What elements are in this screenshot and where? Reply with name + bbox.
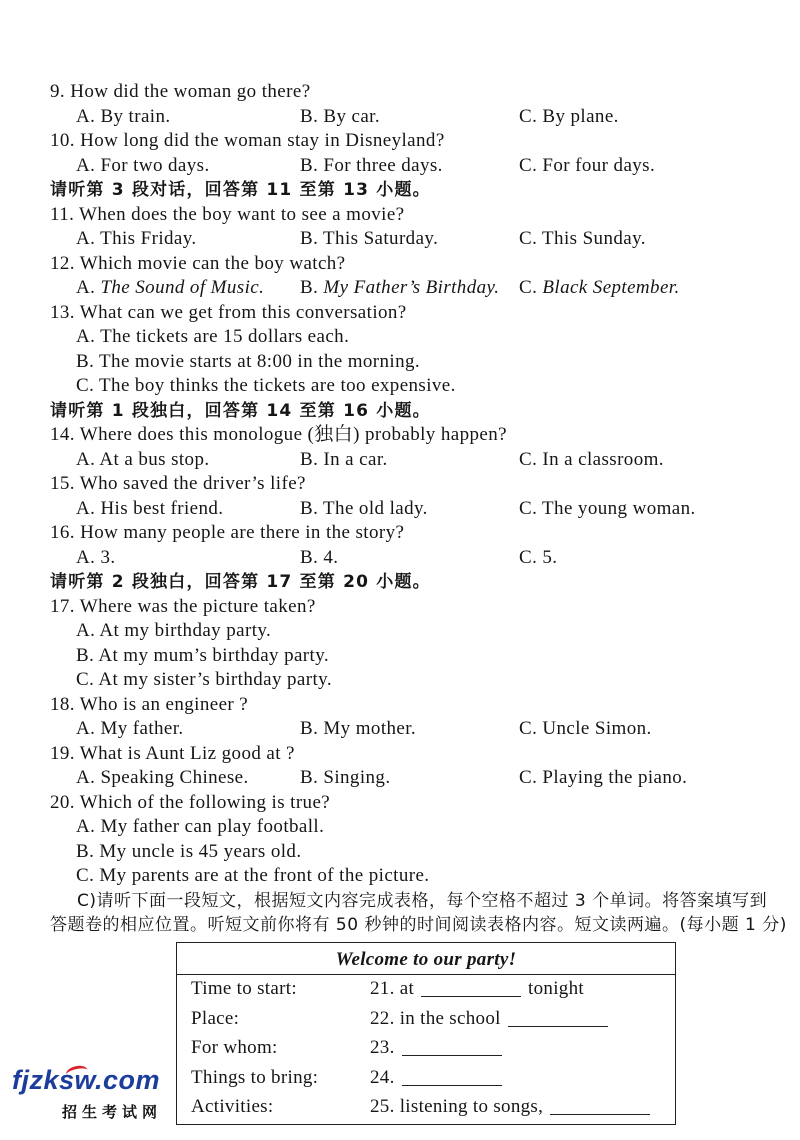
option-a: [76, 227, 197, 252]
question-stem: 16. How many people are there in the story?: [50, 522, 405, 543]
answer-blank-25: [550, 1099, 650, 1115]
question-15: [50, 472, 790, 497]
option-label: A.: [76, 277, 96, 298]
option-text: My father can play football.: [100, 816, 325, 837]
option-text: By plane.: [542, 105, 619, 127]
question-20-option-a: [50, 815, 790, 840]
part-c-instruction-line-1: C)请听下面一段短文，根据短文内容完成表格，每个空格不超过 3 个单词。将答案填写到: [77, 890, 768, 911]
watermark-site-name: 招生考试网: [62, 1103, 163, 1121]
question-19-options: [50, 766, 790, 791]
option-c: [519, 154, 655, 179]
question-9: [50, 80, 790, 105]
option-label: B.: [300, 154, 319, 176]
item-number: 23.: [370, 1036, 395, 1058]
option-text: Speaking Chinese.: [100, 767, 249, 788]
option-text: At my birthday party.: [99, 620, 272, 641]
question-17-option-a: [50, 619, 790, 644]
option-text: My father.: [100, 718, 184, 739]
option-text: Playing the piano.: [542, 767, 688, 788]
option-text: My parents are at the front of the picture.: [99, 865, 430, 886]
question-stem: 12. Which movie can the boy watch?: [50, 252, 346, 274]
option-label: C.: [76, 669, 95, 690]
question-15-options: [50, 497, 790, 522]
option-label: B.: [300, 448, 319, 470]
section-instruction-dialogue-3: 请听第 3 段对话，回答第 11 至第 13 小题。: [50, 180, 431, 200]
option-c: [519, 497, 696, 522]
option-c: [519, 717, 652, 742]
listening-questions: [50, 80, 790, 938]
option-b: [300, 227, 438, 252]
option-b: [300, 546, 338, 571]
question-12: [50, 252, 790, 277]
option-label: B.: [300, 546, 319, 568]
option-label: A.: [76, 816, 96, 837]
question-stem: 20. Which of the following is true?: [50, 791, 331, 813]
question-17-option-b: [50, 644, 790, 669]
option-b: [300, 448, 388, 473]
table-title-divider: [177, 974, 675, 975]
option-label: C.: [76, 865, 95, 886]
option-label: C.: [519, 718, 538, 739]
option-text: My mother.: [323, 718, 417, 739]
row-label: Activities:: [191, 1095, 274, 1117]
item-number: 22.: [370, 1007, 395, 1029]
option-text: By car.: [323, 105, 381, 127]
option-b: [300, 766, 390, 791]
option-label: C.: [519, 154, 538, 176]
option-text: For three days.: [323, 154, 443, 176]
row-label: Things to bring:: [191, 1066, 319, 1088]
option-text: The tickets are 15 dollars each.: [100, 326, 350, 347]
option-b: [300, 497, 428, 522]
option-label: B.: [300, 105, 319, 127]
option-text: The boy thinks the tickets are too expensive.: [99, 375, 456, 396]
answer-blank-23: [402, 1040, 502, 1056]
question-stem: 15. Who saved the driver’s life?: [50, 473, 306, 494]
option-label: A.: [76, 154, 96, 176]
question-stem: 11. When does the boy want to see a movie?: [50, 203, 405, 225]
option-text: In a classroom.: [542, 448, 664, 470]
value-suffix: tonight: [528, 977, 584, 999]
option-label: A.: [76, 718, 96, 739]
option-label: B.: [76, 350, 95, 372]
option-label: C.: [519, 767, 538, 788]
option-b: [300, 717, 416, 742]
row-label: Time to start:: [191, 977, 297, 999]
question-9-options: [50, 105, 790, 130]
value-prefix: in the school: [399, 1007, 501, 1029]
question-14: [50, 423, 790, 448]
question-stem: 9. How did the woman go there?: [50, 81, 311, 102]
question-14-options: [50, 448, 790, 473]
question-18-options: [50, 717, 790, 742]
question-11: [50, 203, 790, 228]
question-16-options: [50, 546, 790, 571]
option-label: B.: [300, 277, 319, 298]
option-text: The movie starts at 8:00 in the morning.: [99, 350, 421, 372]
option-text: This Sunday.: [542, 228, 646, 249]
row-value: [370, 1036, 509, 1060]
option-text: My uncle is 45 years old.: [99, 840, 302, 862]
option-b: [300, 154, 443, 179]
option-label: B.: [300, 718, 319, 739]
question-stem: 19. What is Aunt Liz good at ?: [50, 742, 295, 764]
question-20-option-c: [50, 864, 790, 889]
option-a: [76, 448, 210, 473]
value-prefix: listening to songs,: [399, 1095, 544, 1117]
table-row-things-to-bring: [177, 1066, 675, 1090]
question-20: [50, 791, 790, 816]
question-stem: 18. Who is an engineer ?: [50, 693, 249, 715]
question-13-option-c: [50, 374, 790, 399]
answer-blank-22: [508, 1011, 608, 1027]
option-text: My Father’s Birthday.: [323, 277, 500, 298]
question-17: [50, 595, 790, 620]
option-a: [76, 154, 210, 179]
option-c: [519, 766, 687, 791]
question-13-option-a: [50, 325, 790, 350]
option-label: A.: [76, 448, 96, 470]
option-b: [300, 276, 499, 301]
question-11-options: [50, 227, 790, 252]
item-number: 21.: [370, 977, 395, 999]
option-a: [76, 497, 223, 522]
row-value: [370, 1007, 615, 1031]
question-stem: 14. Where does this monologue (独白) probably happen?: [50, 424, 507, 445]
row-value: [370, 977, 584, 1001]
question-17-option-c: [50, 668, 790, 693]
section-instruction-monologue-2: 请听第 2 段独白，回答第 17 至第 20 小题。: [50, 572, 431, 592]
question-stem: 10. How long did the woman stay in Disneyland?: [50, 130, 445, 151]
question-20-option-b: [50, 840, 790, 865]
option-text: Black September.: [542, 277, 680, 298]
option-c: [519, 276, 680, 301]
option-text: His best friend.: [100, 497, 224, 519]
option-label: C.: [519, 546, 538, 568]
option-label: C.: [519, 105, 538, 127]
option-a: [76, 766, 249, 791]
row-label: For whom:: [191, 1036, 278, 1058]
option-text: The Sound of Music.: [100, 277, 265, 298]
question-12-options: [50, 276, 790, 301]
option-label: C.: [519, 228, 538, 249]
option-c: [519, 105, 619, 130]
table-row-time-to-start: [177, 977, 675, 1001]
option-text: 3.: [100, 546, 116, 568]
option-label: B.: [76, 840, 95, 862]
question-stem: 13. What can we get from this conversation?: [50, 301, 407, 323]
option-text: 5.: [542, 546, 558, 568]
option-label: A.: [76, 228, 96, 249]
part-c-instruction-line-2: 答题卷的相应位置。听短文前你将有 50 秒钟的时间阅读表格内容。短文读两遍。(每小题 1 分): [50, 915, 787, 935]
option-label: C.: [519, 448, 538, 470]
option-text: Singing.: [323, 767, 391, 788]
option-label: A.: [76, 497, 96, 519]
option-text: 4.: [323, 546, 339, 568]
option-text: At my mum’s birthday party.: [98, 644, 330, 666]
option-label: C.: [76, 375, 95, 396]
option-text: At a bus stop.: [99, 448, 210, 470]
option-text: The old lady.: [323, 497, 428, 519]
watermark-site-text: fjzksw.com: [12, 1065, 161, 1095]
question-19: [50, 742, 790, 767]
table-title: Welcome to our party!: [335, 948, 517, 970]
option-text: Uncle Simon.: [542, 718, 652, 739]
item-number: 24.: [370, 1066, 395, 1088]
option-c: [519, 448, 664, 473]
question-13-option-b: [50, 350, 790, 375]
section-instruction-monologue-1: 请听第 1 段独白，回答第 14 至第 16 小题。: [50, 400, 431, 421]
table-row-place: [177, 1007, 675, 1031]
option-label: A.: [76, 326, 96, 347]
answer-blank-24: [402, 1070, 502, 1086]
option-label: B.: [76, 644, 95, 666]
option-c: [519, 546, 557, 571]
row-value: [370, 1066, 509, 1090]
option-a: [76, 105, 171, 130]
option-label: B.: [300, 497, 319, 519]
party-info-table: [176, 942, 676, 1125]
site-watermark-logo: [12, 1064, 172, 1130]
option-text: The young woman.: [542, 497, 696, 519]
option-text: This Saturday.: [323, 228, 439, 249]
table-row-activities: [177, 1095, 675, 1119]
question-13: [50, 301, 790, 326]
option-text: At my sister’s birthday party.: [98, 669, 332, 690]
question-stem: 17. Where was the picture taken?: [50, 595, 316, 617]
option-label: A.: [76, 620, 96, 641]
option-label: A.: [76, 546, 96, 568]
question-18: [50, 693, 790, 718]
table-row-for-whom: [177, 1036, 675, 1060]
question-10-options: [50, 154, 790, 179]
question-16: [50, 521, 790, 546]
option-text: For two days.: [100, 154, 210, 176]
option-a: [76, 276, 264, 301]
option-c: [519, 227, 646, 252]
option-a: [76, 717, 184, 742]
option-text: By train.: [100, 105, 171, 127]
option-text: For four days.: [542, 154, 656, 176]
question-10: [50, 129, 790, 154]
option-text: In a car.: [323, 448, 388, 470]
option-label: C.: [519, 277, 538, 298]
option-b: [300, 105, 380, 130]
option-a: [76, 546, 116, 571]
row-label: Place:: [191, 1007, 240, 1029]
option-label: A.: [76, 105, 96, 127]
option-label: B.: [300, 767, 319, 788]
option-label: B.: [300, 228, 319, 249]
option-label: C.: [519, 497, 538, 519]
option-label: A.: [76, 767, 96, 788]
answer-blank-21: [421, 981, 521, 997]
value-prefix: at: [399, 977, 415, 999]
row-value: [370, 1095, 657, 1119]
item-number: 25.: [370, 1095, 395, 1117]
option-text: This Friday.: [100, 228, 197, 249]
